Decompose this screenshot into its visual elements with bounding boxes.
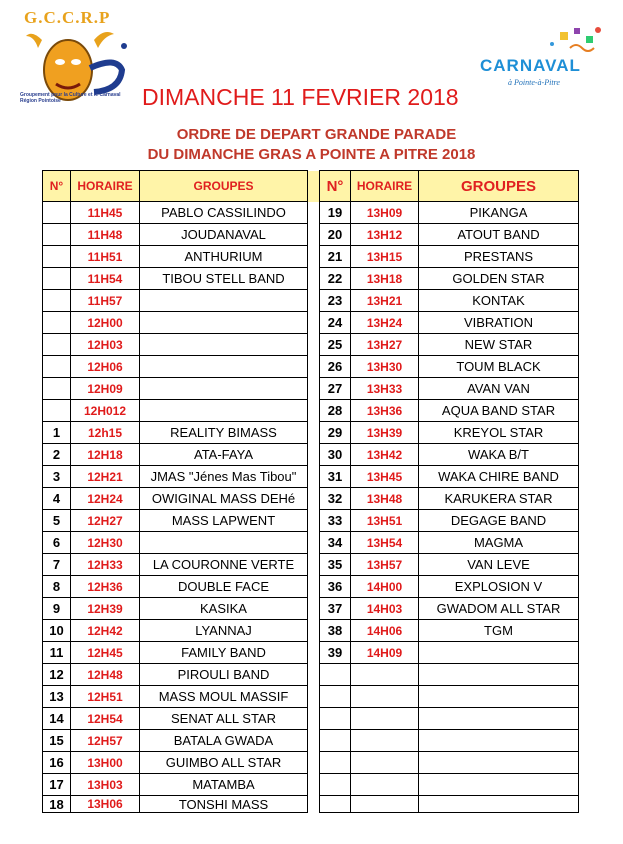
row-group: SENAT ALL STAR xyxy=(140,708,308,730)
column-separator xyxy=(308,400,320,422)
column-separator xyxy=(308,378,320,400)
row-time: 13H51 xyxy=(351,510,419,532)
column-separator xyxy=(308,488,320,510)
row-group: KASIKA xyxy=(140,598,308,620)
row-num xyxy=(320,686,351,708)
column-separator xyxy=(308,620,320,642)
header-time-right: HORAIRE xyxy=(351,171,419,202)
row-num: 14 xyxy=(43,708,71,730)
column-separator xyxy=(308,356,320,378)
row-num: 28 xyxy=(320,400,351,422)
column-separator xyxy=(308,466,320,488)
row-group: LA COURONNE VERTE xyxy=(140,554,308,576)
column-separator xyxy=(308,532,320,554)
table-row xyxy=(43,246,579,268)
column-separator xyxy=(308,598,320,620)
row-time: 11H54 xyxy=(71,268,140,290)
row-time: 12H09 xyxy=(71,378,140,400)
row-time: 13H09 xyxy=(351,202,419,224)
row-num xyxy=(43,290,71,312)
row-num: 31 xyxy=(320,466,351,488)
row-time: 12H42 xyxy=(71,620,140,642)
row-group xyxy=(419,708,579,730)
row-num: 1 xyxy=(43,422,71,444)
row-group xyxy=(419,752,579,774)
row-time: 12H30 xyxy=(71,532,140,554)
row-time: 11H51 xyxy=(71,246,140,268)
row-time: 12H00 xyxy=(71,312,140,334)
row-time: 13H12 xyxy=(351,224,419,246)
row-num: 10 xyxy=(43,620,71,642)
table-row xyxy=(43,532,579,554)
row-group: TGM xyxy=(419,620,579,642)
row-group xyxy=(140,290,308,312)
row-time: 14H06 xyxy=(351,620,419,642)
row-num: 18 xyxy=(43,796,71,813)
row-group: TOUM BLACK xyxy=(419,356,579,378)
gccrp-logo-text: G.C.C.R.P xyxy=(24,8,111,27)
row-group: WAKA CHIRE BAND xyxy=(419,466,579,488)
table-header-row xyxy=(43,171,579,202)
subtitle-line-2: DU DIMANCHE GRAS A POINTE A PITRE 2018 xyxy=(147,146,476,163)
row-time: 11H45 xyxy=(71,202,140,224)
row-time: 13H48 xyxy=(351,488,419,510)
table-row xyxy=(43,796,579,813)
row-time xyxy=(351,752,419,774)
table-row xyxy=(43,642,579,664)
table-row xyxy=(43,466,579,488)
gccrp-logo xyxy=(20,8,140,110)
table-row xyxy=(43,686,579,708)
row-num: 20 xyxy=(320,224,351,246)
table-row xyxy=(43,664,579,686)
gccrp-tagline: Groupement pour la Culture et le Carnaval Région Pointoise xyxy=(20,92,121,104)
row-group xyxy=(419,774,579,796)
column-separator xyxy=(308,510,320,532)
row-num xyxy=(43,334,71,356)
table-row xyxy=(43,334,579,356)
row-group: AQUA BAND STAR xyxy=(419,400,579,422)
row-time: 12H48 xyxy=(71,664,140,686)
table-row xyxy=(43,554,579,576)
table-row xyxy=(43,224,579,246)
row-group: MATAMBA xyxy=(140,774,308,796)
table-row xyxy=(43,620,579,642)
row-time: 12H51 xyxy=(71,686,140,708)
row-group xyxy=(140,378,308,400)
row-group: PABLO CASSILINDO xyxy=(140,202,308,224)
row-time: 13H24 xyxy=(351,312,419,334)
column-separator xyxy=(308,268,320,290)
row-time: 13H42 xyxy=(351,444,419,466)
row-group xyxy=(140,334,308,356)
column-separator xyxy=(308,730,320,752)
row-num xyxy=(320,774,351,796)
row-num: 33 xyxy=(320,510,351,532)
row-group xyxy=(140,532,308,554)
row-num: 39 xyxy=(320,642,351,664)
table-row xyxy=(43,708,579,730)
carnaval-logo-sub: à Pointe-à-Pitre xyxy=(508,78,560,87)
row-num: 26 xyxy=(320,356,351,378)
row-time: 13H15 xyxy=(351,246,419,268)
row-num: 3 xyxy=(43,466,71,488)
row-time: 13H45 xyxy=(351,466,419,488)
row-group: KARUKERA STAR xyxy=(419,488,579,510)
row-group: FAMILY BAND xyxy=(140,642,308,664)
row-num: 27 xyxy=(320,378,351,400)
row-time: 12H27 xyxy=(71,510,140,532)
row-num xyxy=(43,246,71,268)
table-row xyxy=(43,576,579,598)
row-num xyxy=(43,312,71,334)
table-row xyxy=(43,378,579,400)
row-num: 21 xyxy=(320,246,351,268)
row-time xyxy=(351,686,419,708)
row-num: 24 xyxy=(320,312,351,334)
column-separator xyxy=(308,312,320,334)
column-separator xyxy=(308,708,320,730)
page-title: DIMANCHE 11 FEVRIER 2018 xyxy=(142,84,459,110)
row-num: 19 xyxy=(320,202,351,224)
column-separator xyxy=(308,642,320,664)
table-row xyxy=(43,730,579,752)
row-group: VAN LEVE xyxy=(419,554,579,576)
row-num: 17 xyxy=(43,774,71,796)
row-group: PIROULI BAND xyxy=(140,664,308,686)
row-num: 32 xyxy=(320,488,351,510)
row-group: WAKA B/T xyxy=(419,444,579,466)
row-num xyxy=(320,796,351,813)
table-row xyxy=(43,202,579,224)
row-num: 16 xyxy=(43,752,71,774)
row-time: 14H03 xyxy=(351,598,419,620)
row-group: KONTAK xyxy=(419,290,579,312)
row-group: KREYOL STAR xyxy=(419,422,579,444)
row-group: MASS MOUL MASSIF xyxy=(140,686,308,708)
schedule-table xyxy=(42,170,579,813)
row-group: JMAS "Jénes Mas Tibou" xyxy=(140,466,308,488)
row-time: 13H33 xyxy=(351,378,419,400)
row-num: 34 xyxy=(320,532,351,554)
row-num xyxy=(43,224,71,246)
column-separator xyxy=(308,752,320,774)
row-time: 13H18 xyxy=(351,268,419,290)
row-group: EXPLOSION V xyxy=(419,576,579,598)
row-group: TIBOU STELL BAND xyxy=(140,268,308,290)
row-time: 12H06 xyxy=(71,356,140,378)
column-separator xyxy=(308,444,320,466)
row-group: DOUBLE FACE xyxy=(140,576,308,598)
row-time: 12H36 xyxy=(71,576,140,598)
column-separator xyxy=(308,290,320,312)
row-num xyxy=(43,378,71,400)
row-group: VIBRATION xyxy=(419,312,579,334)
row-time: 13H30 xyxy=(351,356,419,378)
row-time: 12H45 xyxy=(71,642,140,664)
table-row xyxy=(43,422,579,444)
column-separator xyxy=(308,686,320,708)
row-time: 13H00 xyxy=(71,752,140,774)
row-num: 38 xyxy=(320,620,351,642)
row-time: 13H06 xyxy=(71,796,140,813)
column-separator xyxy=(308,554,320,576)
table-row xyxy=(43,598,579,620)
carnaval-logo-text: CARNAVAL xyxy=(480,56,581,75)
row-time: 13H36 xyxy=(351,400,419,422)
row-num: 9 xyxy=(43,598,71,620)
row-group xyxy=(419,730,579,752)
row-group: ATA-FAYA xyxy=(140,444,308,466)
row-num: 2 xyxy=(43,444,71,466)
column-separator xyxy=(308,246,320,268)
header-group: GROUPES xyxy=(140,171,308,202)
row-time: 13H21 xyxy=(351,290,419,312)
row-time: 13H54 xyxy=(351,532,419,554)
row-group: ANTHURIUM xyxy=(140,246,308,268)
row-num: 22 xyxy=(320,268,351,290)
row-group xyxy=(419,642,579,664)
column-separator xyxy=(308,664,320,686)
row-group xyxy=(140,312,308,334)
column-separator xyxy=(308,224,320,246)
row-num xyxy=(43,400,71,422)
row-group xyxy=(419,664,579,686)
header-num: N° xyxy=(43,171,71,202)
row-group: MAGMA xyxy=(419,532,579,554)
row-group: GUIMBO ALL STAR xyxy=(140,752,308,774)
row-time: 11H57 xyxy=(71,290,140,312)
row-group: MASS LAPWENT xyxy=(140,510,308,532)
row-num xyxy=(43,202,71,224)
row-num: 15 xyxy=(43,730,71,752)
carnaval-logo xyxy=(474,26,606,98)
row-group: DEGAGE BAND xyxy=(419,510,579,532)
table-row xyxy=(43,510,579,532)
row-num xyxy=(320,730,351,752)
row-group xyxy=(419,686,579,708)
row-time: 14H00 xyxy=(351,576,419,598)
row-group: NEW STAR xyxy=(419,334,579,356)
row-time: 13H03 xyxy=(71,774,140,796)
row-time xyxy=(351,730,419,752)
row-time xyxy=(351,664,419,686)
row-time: 12H24 xyxy=(71,488,140,510)
column-separator xyxy=(308,334,320,356)
column-separator xyxy=(308,796,320,813)
row-group: PRESTANS xyxy=(419,246,579,268)
row-time: 12H21 xyxy=(71,466,140,488)
row-num: 37 xyxy=(320,598,351,620)
row-group: BATALA GWADA xyxy=(140,730,308,752)
row-time: 13H39 xyxy=(351,422,419,444)
row-group: ATOUT BAND xyxy=(419,224,579,246)
row-time: 13H27 xyxy=(351,334,419,356)
row-time xyxy=(351,774,419,796)
table-row xyxy=(43,268,579,290)
table-row xyxy=(43,752,579,774)
row-group xyxy=(140,356,308,378)
row-group: PIKANGA xyxy=(419,202,579,224)
row-time: 12H18 xyxy=(71,444,140,466)
header-num-right: N° xyxy=(320,171,351,202)
row-num xyxy=(320,708,351,730)
row-time xyxy=(351,796,419,813)
row-time: 12H33 xyxy=(71,554,140,576)
table-row xyxy=(43,400,579,422)
row-num: 23 xyxy=(320,290,351,312)
column-separator xyxy=(308,202,320,224)
table-row xyxy=(43,312,579,334)
table-row xyxy=(43,488,579,510)
row-num: 35 xyxy=(320,554,351,576)
row-num: 7 xyxy=(43,554,71,576)
column-separator xyxy=(308,422,320,444)
row-time: 11H48 xyxy=(71,224,140,246)
row-time: 12H39 xyxy=(71,598,140,620)
row-num: 25 xyxy=(320,334,351,356)
row-group: REALITY BIMASS xyxy=(140,422,308,444)
row-num xyxy=(43,268,71,290)
header-time: HORAIRE xyxy=(71,171,140,202)
row-num: 11 xyxy=(43,642,71,664)
row-group: OWIGINAL MASS DEHé xyxy=(140,488,308,510)
row-time: 12h15 xyxy=(71,422,140,444)
row-num: 8 xyxy=(43,576,71,598)
row-time xyxy=(351,708,419,730)
row-time: 12H03 xyxy=(71,334,140,356)
row-num: 36 xyxy=(320,576,351,598)
row-group: AVAN VAN xyxy=(419,378,579,400)
row-group: TONSHI MASS xyxy=(140,796,308,813)
table-row xyxy=(43,444,579,466)
row-time: 13H57 xyxy=(351,554,419,576)
column-separator xyxy=(308,774,320,796)
table-row xyxy=(43,356,579,378)
row-num: 30 xyxy=(320,444,351,466)
row-group: GWADOM ALL STAR xyxy=(419,598,579,620)
row-num: 5 xyxy=(43,510,71,532)
row-group: LYANNAJ xyxy=(140,620,308,642)
header-group-right: GROUPES xyxy=(419,171,579,202)
table-row xyxy=(43,774,579,796)
row-group: GOLDEN STAR xyxy=(419,268,579,290)
row-group xyxy=(419,796,579,813)
row-group: JOUDANAVAL xyxy=(140,224,308,246)
row-time: 12H54 xyxy=(71,708,140,730)
row-time: 12H57 xyxy=(71,730,140,752)
column-separator xyxy=(308,171,320,202)
row-num: 12 xyxy=(43,664,71,686)
row-time: 14H09 xyxy=(351,642,419,664)
row-num xyxy=(320,664,351,686)
row-num: 6 xyxy=(43,532,71,554)
subtitle-line-1: ORDRE DE DEPART GRANDE PARADE xyxy=(176,126,457,143)
row-num xyxy=(320,752,351,774)
table-row xyxy=(43,290,579,312)
row-time: 12H012 xyxy=(71,400,140,422)
row-num: 29 xyxy=(320,422,351,444)
row-num: 13 xyxy=(43,686,71,708)
row-num: 4 xyxy=(43,488,71,510)
column-separator xyxy=(308,576,320,598)
row-num xyxy=(43,356,71,378)
row-group xyxy=(140,400,308,422)
